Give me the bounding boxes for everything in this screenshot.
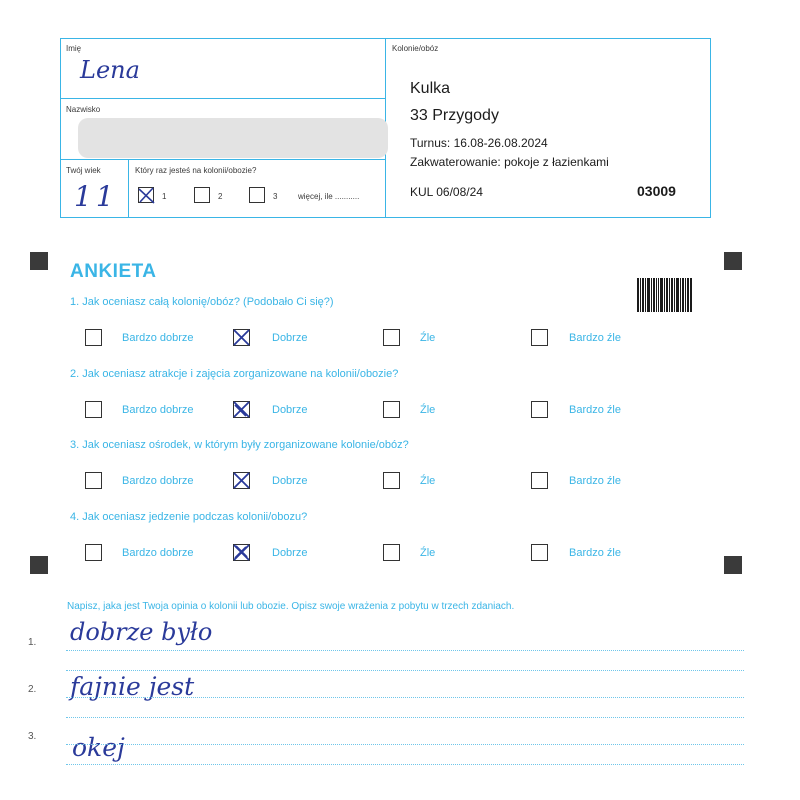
form-number: 03009 xyxy=(637,183,676,199)
times-x-mark xyxy=(137,186,156,205)
turnus-value: 16.08-26.08.2024 xyxy=(453,136,548,150)
q1-option-bardzo-zle-checkbox[interactable] xyxy=(531,329,548,346)
turnus-label: Turnus: xyxy=(410,136,451,150)
q4-option-label: Dobrze xyxy=(272,547,308,559)
times-option-3: 3 xyxy=(273,192,278,201)
q1-option-label: Bardzo źle xyxy=(569,332,621,344)
q3-option-bardzo-dobrze-checkbox[interactable] xyxy=(85,472,102,489)
times-more[interactable]: więcej, ile ........... xyxy=(298,192,360,201)
answer-line xyxy=(66,650,744,651)
q2-option-zle-checkbox[interactable] xyxy=(383,401,400,418)
q2-option-label: Dobrze xyxy=(272,404,308,416)
survey-title: ANKIETA xyxy=(70,261,157,282)
opinion-prompt: Napisz, jaka jest Twoja opinia o kolonii lub obozie. Opisz swoje wrażenia z pobytu w trzech zdaniach. xyxy=(67,601,515,612)
q4-x-mark xyxy=(232,543,251,562)
camp-label: Kolonie/obóz xyxy=(392,44,439,53)
q1-option-label: Bardzo dobrze xyxy=(122,332,194,344)
opinion-answer-1[interactable]: dobrze było xyxy=(70,618,213,646)
registration-marker-top-right xyxy=(724,252,742,270)
question-1-text: 1. Jak oceniasz całą kolonię/obóz? (Podobało Ci się?) xyxy=(70,296,334,308)
q3-option-bardzo-zle-checkbox[interactable] xyxy=(531,472,548,489)
registration-marker-top-left xyxy=(30,252,48,270)
q4-option-label: Źle xyxy=(420,547,436,559)
last-name-label: Nazwisko xyxy=(66,105,101,114)
question-2-text: 2. Jak oceniasz atrakcje i zajęcia zorganizowane na kolonii/obozie? xyxy=(70,368,399,380)
registration-marker-bottom-right xyxy=(724,556,742,574)
answer-line xyxy=(66,744,744,745)
question-4-text: 4. Jak oceniasz jedzenie podczas kolonii/obozu? xyxy=(70,511,308,523)
answer-line xyxy=(66,697,744,698)
answer-line xyxy=(66,670,744,671)
times-label: Który raz jesteś na kolonii/obozie? xyxy=(135,166,257,175)
q3-option-label: Dobrze xyxy=(272,475,308,487)
q3-option-label: Bardzo źle xyxy=(569,475,621,487)
q4-option-label: Bardzo dobrze xyxy=(122,547,194,559)
q1-option-bardzo-dobrze-checkbox[interactable] xyxy=(85,329,102,346)
q3-x-mark xyxy=(232,471,251,490)
line-number-3: 3. xyxy=(28,731,37,742)
line-number-1: 1. xyxy=(28,637,37,648)
line-number-2: 2. xyxy=(28,684,37,695)
opinion-answer-2[interactable]: fajnie jest xyxy=(70,672,195,701)
q2-option-bardzo-dobrze-checkbox[interactable] xyxy=(85,401,102,418)
accommodation-line xyxy=(410,155,609,169)
times-checkbox-2[interactable] xyxy=(194,187,210,203)
age-value[interactable]: 11 xyxy=(74,180,118,213)
q2-option-label: Źle xyxy=(420,404,436,416)
q2-x-mark xyxy=(232,400,251,419)
first-name-label: Imię xyxy=(66,44,82,53)
barcode-icon xyxy=(637,278,692,312)
times-checkbox-3[interactable] xyxy=(249,187,265,203)
q3-option-label: Źle xyxy=(420,475,436,487)
q4-option-label: Bardzo źle xyxy=(569,547,621,559)
accommodation-value: pokoje z łazienkami xyxy=(504,155,609,169)
q3-option-label: Bardzo dobrze xyxy=(122,475,194,487)
answer-line xyxy=(66,764,744,765)
age-label: Twój wiek xyxy=(66,166,101,175)
turnus-line xyxy=(410,136,548,150)
q1-x-mark xyxy=(232,328,251,347)
q2-option-label: Bardzo dobrze xyxy=(122,404,194,416)
question-3-text: 3. Jak oceniasz ośrodek, w którym były zorganizowane kolonie/obóz? xyxy=(70,439,409,451)
times-option-2: 2 xyxy=(218,192,223,201)
q4-option-zle-checkbox[interactable] xyxy=(383,544,400,561)
redacted-last-name xyxy=(78,118,388,158)
q1-option-label: Źle xyxy=(420,332,436,344)
camp-program: 33 Przygody xyxy=(410,107,499,124)
opinion-answer-3[interactable]: okej xyxy=(72,733,125,762)
q1-option-label: Dobrze xyxy=(272,332,308,344)
answer-line xyxy=(66,717,744,718)
registration-marker-bottom-left xyxy=(30,556,48,574)
q4-option-bardzo-dobrze-checkbox[interactable] xyxy=(85,544,102,561)
q4-option-bardzo-zle-checkbox[interactable] xyxy=(531,544,548,561)
camp-code: KUL 06/08/24 xyxy=(410,185,483,199)
first-name-value[interactable]: Lena xyxy=(80,56,140,84)
q2-option-label: Bardzo źle xyxy=(569,404,621,416)
q3-option-zle-checkbox[interactable] xyxy=(383,472,400,489)
accommodation-label: Zakwaterowanie: xyxy=(410,155,501,169)
q2-option-bardzo-zle-checkbox[interactable] xyxy=(531,401,548,418)
times-option-1: 1 xyxy=(162,192,167,201)
camp-name: Kulka xyxy=(410,80,451,97)
q1-option-zle-checkbox[interactable] xyxy=(383,329,400,346)
